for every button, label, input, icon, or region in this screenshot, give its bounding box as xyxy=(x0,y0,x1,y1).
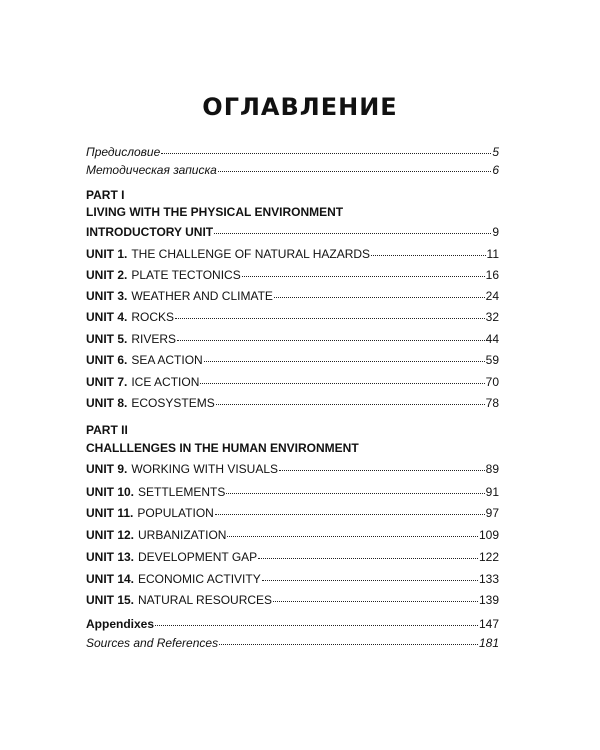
unit-number: UNIT 13. xyxy=(86,550,135,564)
toc-entry-unit-15[interactable] xyxy=(86,593,499,608)
unit-title: URBANIZATION xyxy=(138,528,227,542)
toc-entry-unit-5[interactable] xyxy=(86,332,499,347)
unit-number: UNIT 6. xyxy=(86,353,128,367)
dot-leader xyxy=(218,171,492,172)
dot-leader xyxy=(177,340,485,341)
dot-leader xyxy=(204,361,485,362)
dot-leader xyxy=(227,536,478,537)
dot-leader xyxy=(262,580,478,581)
unit-number: UNIT 9. xyxy=(86,462,128,476)
unit-title: ECOSYSTEMS xyxy=(131,396,215,410)
unit-number: UNIT 15. xyxy=(86,593,135,607)
dot-leader xyxy=(155,625,478,626)
entry-page: 9 xyxy=(492,225,499,239)
dot-leader xyxy=(258,558,478,559)
entry-page: 32 xyxy=(485,310,499,324)
entry-page: 5 xyxy=(492,145,499,159)
unit-title: PLATE TECTONICS xyxy=(131,268,241,282)
unit-title: ECONOMIC ACTIVITY xyxy=(138,572,261,586)
unit-number: UNIT 8. xyxy=(86,396,128,410)
toc-entry-unit-4[interactable] xyxy=(86,310,499,325)
unit-title: WORKING WITH VISUALS xyxy=(131,462,279,476)
toc-entry-unit-1[interactable] xyxy=(86,247,499,262)
toc-entry-unit-13[interactable] xyxy=(86,550,499,565)
unit-number: UNIT 12. xyxy=(86,528,135,542)
dot-leader xyxy=(371,255,485,256)
dot-leader xyxy=(200,383,484,384)
entry-page: 44 xyxy=(485,332,499,346)
unit-number: UNIT 1. xyxy=(86,247,128,261)
unit-title: ICE ACTION xyxy=(131,375,200,389)
unit-title: DEVELOPMENT GAP xyxy=(138,550,258,564)
entry-page: 139 xyxy=(478,593,499,607)
toc-entry-unit-12[interactable] xyxy=(86,528,499,543)
toc-entry-appendixes[interactable] xyxy=(86,617,499,632)
dot-leader xyxy=(175,318,485,319)
unit-number: UNIT 2. xyxy=(86,268,128,282)
entry-page: 11 xyxy=(486,247,499,261)
part-1-subheading: LIVING WITH THE PHYSICAL ENVIRONMENT xyxy=(86,205,344,219)
dot-leader xyxy=(279,470,485,471)
entry-page: 6 xyxy=(492,163,499,177)
entry-page: 70 xyxy=(485,375,499,389)
unit-title: RIVERS xyxy=(131,332,177,346)
dot-leader xyxy=(161,153,491,154)
toc-entry-methodological-note[interactable] xyxy=(86,163,499,178)
toc-entry-unit-9[interactable] xyxy=(86,462,499,477)
unit-title: NATURAL RESOURCES xyxy=(138,593,273,607)
entry-page: 133 xyxy=(478,572,499,586)
entry-page: 24 xyxy=(485,289,499,303)
unit-number: UNIT 4. xyxy=(86,310,128,324)
entry-page: 97 xyxy=(485,506,499,520)
entry-label: INTRODUCTORY UNIT xyxy=(86,225,214,239)
entry-page: 59 xyxy=(485,353,499,367)
toc-entry-unit-3[interactable] xyxy=(86,289,499,304)
toc-entry-unit-11[interactable] xyxy=(86,506,499,521)
toc-entry-unit-14[interactable] xyxy=(86,572,499,587)
unit-number: UNIT 5. xyxy=(86,332,128,346)
unit-number: UNIT 14. xyxy=(86,572,135,586)
dot-leader xyxy=(214,233,491,234)
toc-entry-unit-10[interactable] xyxy=(86,485,499,500)
entry-label: Предисловие xyxy=(86,145,161,159)
entry-page: 78 xyxy=(485,396,499,410)
toc-entry-sources[interactable] xyxy=(86,636,499,651)
unit-number: UNIT 3. xyxy=(86,289,128,303)
unit-title: WEATHER AND CLIMATE xyxy=(131,289,273,303)
dot-leader xyxy=(226,493,484,494)
entry-page: 89 xyxy=(485,462,499,476)
unit-title: SETTLEMENTS xyxy=(138,485,226,499)
page-title: ОГЛАВЛЕНИЕ xyxy=(202,93,398,121)
unit-number: UNIT 10. xyxy=(86,485,135,499)
unit-title: SEA ACTION xyxy=(131,353,203,367)
entry-page: 16 xyxy=(485,268,499,282)
entry-label: Appendixes xyxy=(86,617,155,631)
part-2-subheading: CHALLLENGES IN THE HUMAN ENVIRONMENT xyxy=(86,441,359,455)
unit-title: THE CHALLENGE OF NATURAL HAZARDS xyxy=(131,247,371,261)
dot-leader xyxy=(273,601,478,602)
dot-leader xyxy=(219,644,478,645)
toc-entry-unit-2[interactable] xyxy=(86,268,499,283)
part-1-heading: PART I xyxy=(86,188,125,202)
toc-entry-unit-7[interactable] xyxy=(86,375,499,390)
unit-title: POPULATION xyxy=(137,506,214,520)
entry-page: 109 xyxy=(478,528,499,542)
dot-leader xyxy=(215,514,485,515)
unit-title: ROCKS xyxy=(131,310,175,324)
toc-entry-preface[interactable] xyxy=(86,145,499,160)
entry-label: Sources and References xyxy=(86,636,219,650)
toc-entry-unit-6[interactable] xyxy=(86,353,499,368)
toc-entry-unit-8[interactable] xyxy=(86,396,499,411)
unit-number: UNIT 11. xyxy=(86,506,134,520)
entry-page: 147 xyxy=(478,617,499,631)
entry-page: 122 xyxy=(478,550,499,564)
entry-label: Методическая записка xyxy=(86,163,217,177)
unit-number: UNIT 7. xyxy=(86,375,128,389)
dot-leader xyxy=(274,297,485,298)
dot-leader xyxy=(216,404,485,405)
toc-entry-introductory-unit[interactable] xyxy=(86,225,499,240)
entry-page: 91 xyxy=(485,485,499,499)
entry-page: 181 xyxy=(478,636,499,650)
part-2-heading: PART II xyxy=(86,423,128,437)
dot-leader xyxy=(242,276,485,277)
